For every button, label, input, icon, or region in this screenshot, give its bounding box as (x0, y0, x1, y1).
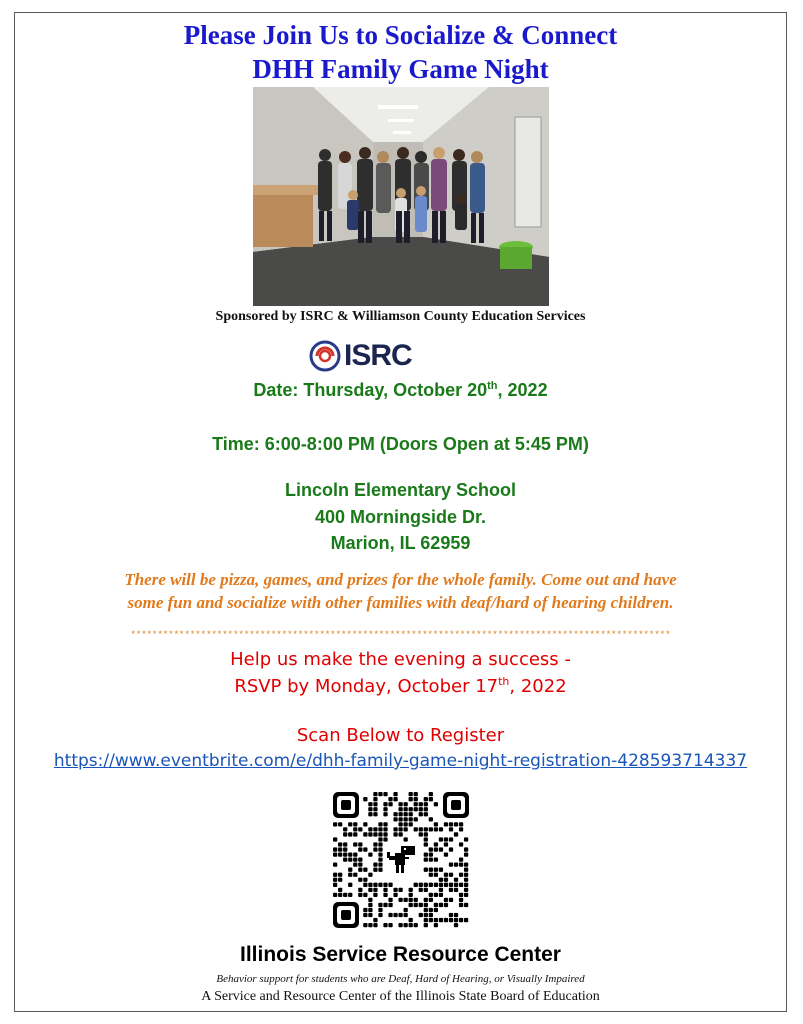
rsvp-line-2 (15, 675, 786, 697)
rsvp-sup: th (498, 675, 510, 688)
org-name: Illinois Service Resource Center (240, 943, 561, 966)
qr-finder-bottom-left (333, 902, 359, 928)
title-line-2: DHH Family Game Night (252, 54, 549, 84)
isrc-swirl-icon (308, 339, 342, 373)
isrc-logo-text: ISRC (344, 339, 412, 372)
rsvp-text: RSVP by Monday, October 17 (234, 676, 499, 697)
group-photo (253, 87, 549, 306)
qr-finder-top-right (443, 792, 469, 818)
org-service-line: A Service and Resource Center of the Illinois State Board of Education (201, 989, 600, 1004)
qr-code[interactable] (331, 790, 471, 930)
event-time: Time: 6:00-8:00 PM (Doors Open at 5:45 PM) (212, 434, 589, 454)
event-date-sup: th (487, 380, 498, 392)
description-line-1: There will be pizza, games, and prizes for the whole family. Come out and have (124, 570, 677, 589)
divider: **************************************************************************************************** (130, 630, 671, 640)
venue-address-city: Marion, IL 62959 (330, 533, 471, 553)
event-date-year: , 2022 (497, 380, 548, 400)
qr-finder-top-left (333, 792, 359, 818)
group-photo-illustration (253, 87, 549, 306)
event-date-text: Date: Thursday, October 20 (253, 380, 488, 400)
org-tagline: Behavior support for students who are Deaf, Hard of Hearing, or Visually Impaired (216, 973, 585, 985)
rsvp-line-1: Help us make the evening a success - (230, 649, 571, 670)
venue-address-street: 400 Morningside Dr. (314, 507, 487, 527)
sponsor-line: Sponsored by ISRC & Williamson County Education Services (215, 309, 586, 324)
isrc-logo (308, 339, 438, 373)
register-link-row (15, 751, 786, 771)
event-date (15, 380, 786, 401)
venue-name: Lincoln Elementary School (284, 480, 517, 500)
rsvp-year: , 2022 (509, 676, 567, 697)
title-line-1: Please Join Us to Socialize & Connect (183, 20, 618, 50)
description-line-2: some fun and socialize with other families with deaf/hard of hearing children. (127, 593, 674, 612)
register-link[interactable]: https://www.eventbrite.com/e/dhh-family-game-night-registration-428593714337 (53, 751, 748, 771)
flyer-page (14, 12, 787, 1012)
qr-code-image (331, 790, 471, 930)
register-label: Scan Below to Register (296, 725, 505, 746)
